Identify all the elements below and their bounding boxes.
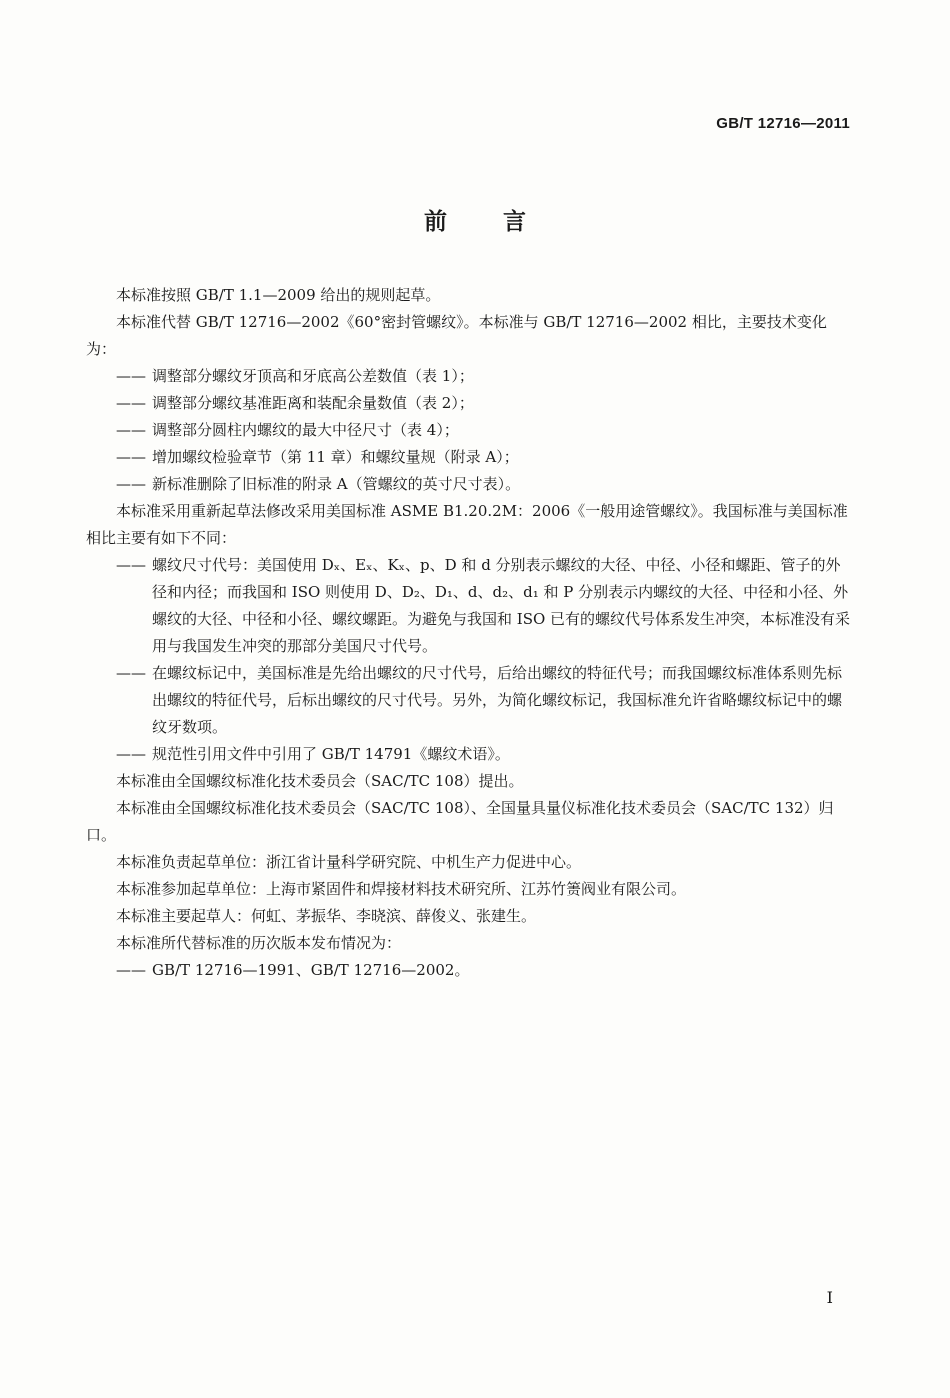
dash-marker: —— bbox=[116, 367, 146, 385]
list-item bbox=[86, 444, 854, 471]
page-title: 前言 bbox=[424, 209, 582, 235]
dash-marker: —— bbox=[116, 475, 146, 493]
page-number: I bbox=[826, 1288, 833, 1307]
dash-marker: —— bbox=[116, 664, 146, 682]
list-item bbox=[86, 660, 854, 741]
dash-marker: —— bbox=[116, 394, 146, 412]
paragraph-drafting-rules: 本标准按照 GB/T 1.1—2009 给出的规则起草。 bbox=[116, 286, 441, 304]
difference-item-2: 在螺纹标记中，美国标准是先给出螺纹的尺寸代号，后给出螺纹的特征代号；而我国螺纹标准体系则先标出螺纹的特征代号，后标出螺纹的尺寸代号。另外，为简化螺纹标记，我国标准允许省略螺纹标记中的螺纹牙数项。 bbox=[152, 664, 843, 736]
change-item-2: 调整部分螺纹基准距离和装配余量数值（表 2）； bbox=[152, 394, 474, 412]
paragraph-participating-drafters: 本标准参加起草单位：上海市紧固件和焊接材料技术研究所、江苏竹箦阀业有限公司。 bbox=[116, 880, 687, 898]
difference-item-1: 螺纹尺寸代号：美国使用 Dₓ、Eₓ、Kₓ、p、D 和 d 分别表示螺纹的大径、中径、小径和螺距、管子的外径和内径；而我国和 ISO 则使用 D、D₂、D₁、d、d₂、d₁ 和 P 分别表示内螺纹的大径、中径和小径、外螺纹的大径、中径和小径、螺纹螺距。为避免与我国和 ISO 已有的螺纹代号体系发生冲突，本标准没有采用与我国发生冲突的那部分美国尺寸代号。 bbox=[152, 556, 851, 655]
change-item-3: 调整部分圆柱内螺纹的最大中径尺寸（表 4）； bbox=[152, 421, 459, 439]
list-item bbox=[86, 363, 854, 390]
paragraph-adoption: 本标准采用重新起草法修改采用美国标准 ASME B1.20.2M：2006《一般用途管螺纹》。我国标准与美国标准相比主要有如下不同： bbox=[86, 502, 848, 547]
difference-item-3: 规范性引用文件中引用了 GB/T 14791《螺纹术语》。 bbox=[152, 745, 510, 763]
paragraph-proposed-by: 本标准由全国螺纹标准化技术委员会（SAC/TC 108）提出。 bbox=[116, 772, 524, 790]
change-item-4: 增加螺纹检验章节（第 11 章）和螺纹量规（附录 A）； bbox=[152, 448, 519, 466]
change-item-1: 调整部分螺纹牙顶高和牙底高公差数值（表 1）； bbox=[152, 367, 474, 385]
dash-marker: —— bbox=[116, 421, 146, 439]
paragraph-history-intro: 本标准所代替标准的历次版本发布情况为： bbox=[116, 934, 402, 952]
list-item bbox=[86, 552, 854, 660]
dash-marker: —— bbox=[116, 448, 146, 466]
list-item bbox=[86, 741, 854, 768]
paragraph-centralized-by: 本标准由全国螺纹标准化技术委员会（SAC/TC 108）、全国量具量仪标准化技术委员会（SAC/TC 132）归口。 bbox=[86, 799, 834, 844]
list-item bbox=[86, 390, 854, 417]
list-item bbox=[86, 417, 854, 444]
change-item-5: 新标准删除了旧标准的附录 A（管螺纹的英寸尺寸表）。 bbox=[152, 475, 521, 493]
paragraph-main-drafters: 本标准主要起草人：何虹、茅振华、李晓滨、薛俊义、张建生。 bbox=[116, 907, 537, 925]
dash-marker: —— bbox=[116, 556, 146, 574]
dash-marker: —— bbox=[116, 961, 146, 979]
paragraph-replacement: 本标准代替 GB/T 12716—2002《60°密封管螺纹》。本标准与 GB/T 12716—2002 相比，主要技术变化为： bbox=[86, 313, 827, 358]
standard-number: GB/T 12716—2011 bbox=[716, 115, 850, 132]
list-item bbox=[86, 957, 854, 984]
dash-marker: —— bbox=[116, 745, 146, 763]
paragraph-lead-drafters: 本标准负责起草单位：浙江省计量科学研究院、中机生产力促进中心。 bbox=[116, 853, 582, 871]
foreword-body bbox=[86, 282, 854, 984]
history-item: GB/T 12716—1991、GB/T 12716—2002。 bbox=[152, 961, 470, 979]
list-item bbox=[86, 471, 854, 498]
